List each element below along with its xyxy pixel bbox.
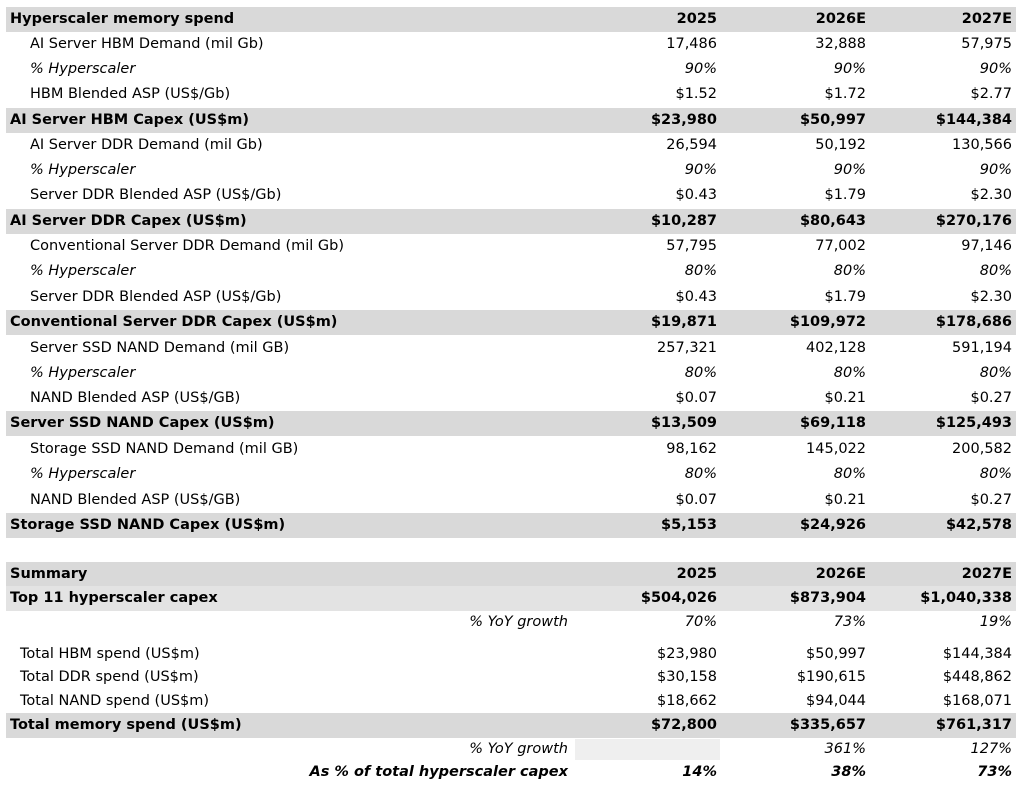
table-row: [6, 82, 1016, 107]
cell-2027e: 57,975: [961, 36, 1012, 52]
cell-2025: 80%: [684, 365, 717, 381]
cell-2027e: $144,384: [942, 646, 1012, 662]
table-row: [6, 386, 1016, 411]
cell-2027e: 200,582: [952, 441, 1012, 457]
table-row: [6, 462, 1016, 487]
cell-2027e: 127%: [970, 741, 1012, 757]
row-label: Server SSD NAND Capex (US$m): [10, 415, 275, 431]
row-label: AI Server HBM Capex (US$m): [10, 112, 249, 128]
growth-row: [6, 610, 1016, 635]
cell-2025: $19,871: [650, 314, 717, 330]
cell-2026e: $873,904: [789, 590, 866, 606]
cell-2025: 80%: [684, 263, 717, 279]
cell-2027e: $168,071: [942, 693, 1012, 709]
year-2026e-header: 2026E: [815, 11, 866, 27]
year-2025-header: 2025: [676, 566, 717, 582]
cell-2026e: $94,044: [806, 693, 866, 709]
summary-table-header: [6, 562, 1016, 587]
growth-row: [6, 737, 1016, 762]
row-label: Conventional Server DDR Demand (mil Gb): [30, 238, 344, 254]
cell-2025: $0.07: [675, 492, 717, 508]
cell-2026e: $109,972: [789, 314, 866, 330]
cell-2027e: 73%: [977, 764, 1012, 780]
cell-2025: $30,158: [657, 669, 717, 685]
cell-2027e: 591,194: [952, 340, 1012, 356]
row-label: Storage SSD NAND Capex (US$m): [10, 517, 286, 533]
cell-2027e: $2.30: [970, 187, 1012, 203]
cell-2026e: 145,022: [806, 441, 866, 457]
summary-table-title: Summary: [10, 566, 88, 582]
memory-table-title: Hyperscaler memory spend: [10, 11, 235, 27]
subtotal-row: [6, 108, 1016, 133]
cell-2025: 98,162: [666, 441, 717, 457]
row-label: % Hyperscaler: [30, 365, 136, 381]
cell-2026e: 90%: [833, 61, 866, 77]
cell-2027e: $1,040,338: [920, 590, 1012, 606]
table-row: [6, 642, 1016, 667]
cell-2026e: 50,192: [815, 137, 866, 153]
table-row: [6, 158, 1016, 183]
cell-2027e: $2.77: [970, 86, 1012, 102]
row-label: % Hyperscaler: [30, 61, 136, 77]
row-label: Top 11 hyperscaler capex: [10, 590, 218, 606]
cell-2026e: $0.21: [824, 492, 866, 508]
cell-2026e: $69,118: [799, 415, 866, 431]
row-label: % Hyperscaler: [30, 466, 136, 482]
row-label: % Hyperscaler: [30, 162, 136, 178]
row-label: AI Server HBM Demand (mil Gb): [30, 36, 264, 52]
row-label: AI Server DDR Demand (mil Gb): [30, 137, 263, 153]
subtotal-row: [6, 411, 1016, 436]
row-label: NAND Blended ASP (US$/GB): [30, 492, 241, 508]
cell-2026e: $1.79: [824, 289, 866, 305]
cell-2026e: 361%: [824, 741, 866, 757]
cell-2027e: 80%: [979, 263, 1012, 279]
cell-2025: 70%: [684, 614, 717, 630]
cell-2025: 26,594: [666, 137, 717, 153]
cell-2027e: $178,686: [935, 314, 1012, 330]
row-label: Total DDR spend (US$m): [20, 669, 199, 685]
cell-2025: $23,980: [650, 112, 717, 128]
cell-2026e: 77,002: [815, 238, 866, 254]
table-row: [6, 689, 1016, 714]
cell-2025: $13,509: [650, 415, 717, 431]
cell-2025: $10,287: [650, 213, 717, 229]
cell-2026e: 38%: [831, 764, 866, 780]
table-row: [6, 133, 1016, 158]
table-row: [6, 234, 1016, 259]
table-row: [6, 437, 1016, 462]
row-label: % YoY growth: [469, 614, 568, 630]
row-label: Server DDR Blended ASP (US$/Gb): [30, 289, 282, 305]
table-row: [6, 183, 1016, 208]
cell-2027e: 130,566: [952, 137, 1012, 153]
row-label: Storage SSD NAND Demand (mil GB): [30, 441, 299, 457]
cell-2026e: $1.79: [824, 187, 866, 203]
cell-2025: 90%: [684, 162, 717, 178]
cell-2025: $504,026: [640, 590, 717, 606]
cell-2025: $23,980: [657, 646, 717, 662]
table-row: [6, 259, 1016, 284]
cell-2027e: 19%: [979, 614, 1012, 630]
cell-2025: $0.43: [675, 187, 717, 203]
cell-2027e: $144,384: [935, 112, 1012, 128]
cell-2025: 257,321: [657, 340, 717, 356]
cell-2027e: $125,493: [935, 415, 1012, 431]
cell-2026e: 32,888: [815, 36, 866, 52]
total-memory-row: [6, 713, 1016, 738]
cell-2026e: $50,997: [806, 646, 866, 662]
cell-2025: $5,153: [661, 517, 717, 533]
cell-2026e: 80%: [833, 365, 866, 381]
row-label: % Hyperscaler: [30, 263, 136, 279]
cell-2026e: $80,643: [799, 213, 866, 229]
cell-2026e: $50,997: [799, 112, 866, 128]
cell-2025: 57,795: [666, 238, 717, 254]
row-label: Total memory spend (US$m): [10, 717, 242, 733]
row-label: HBM Blended ASP (US$/Gb): [30, 86, 231, 102]
cell-2027e: 80%: [979, 365, 1012, 381]
cell-2026e: 73%: [833, 614, 866, 630]
row-label: Conventional Server DDR Capex (US$m): [10, 314, 338, 330]
cell-2027e: 90%: [979, 162, 1012, 178]
cell-2027e: 97,146: [961, 238, 1012, 254]
cell-2025: $1.52: [675, 86, 717, 102]
empty-cell-2025: [575, 739, 720, 760]
row-label: As % of total hyperscaler capex: [309, 764, 568, 780]
cell-2027e: $270,176: [935, 213, 1012, 229]
table-row: [6, 57, 1016, 82]
year-2025-header: 2025: [676, 11, 717, 27]
capex-share-row: [6, 760, 1016, 785]
row-label: % YoY growth: [469, 741, 568, 757]
table-row: [6, 665, 1016, 690]
cell-2025: 90%: [684, 61, 717, 77]
cell-2026e: 402,128: [806, 340, 866, 356]
cell-2025: 17,486: [666, 36, 717, 52]
table-row: [6, 488, 1016, 513]
table-row: [6, 361, 1016, 386]
cell-2027e: 80%: [979, 466, 1012, 482]
year-2027e-header: 2027E: [961, 11, 1012, 27]
cell-2025: $0.43: [675, 289, 717, 305]
cell-2026e: $335,657: [789, 717, 866, 733]
cell-2027e: $448,862: [942, 669, 1012, 685]
year-2027e-header: 2027E: [961, 566, 1012, 582]
cell-2027e: $0.27: [970, 492, 1012, 508]
row-label: AI Server DDR Capex (US$m): [10, 213, 247, 229]
cell-2027e: $0.27: [970, 390, 1012, 406]
cell-2026e: $24,926: [799, 517, 866, 533]
subtotal-row: [6, 513, 1016, 538]
cell-2026e: 80%: [833, 466, 866, 482]
cell-2026e: 80%: [833, 263, 866, 279]
cell-2027e: $761,317: [935, 717, 1012, 733]
row-label: Total NAND spend (US$m): [20, 693, 210, 709]
cell-2025: 80%: [684, 466, 717, 482]
cell-2025: $72,800: [650, 717, 717, 733]
memory-table-header: [6, 7, 1016, 32]
cell-2025: $18,662: [657, 693, 717, 709]
subtotal-row: [6, 310, 1016, 335]
cell-2026e: 90%: [833, 162, 866, 178]
subtotal-row: [6, 209, 1016, 234]
cell-2027e: $2.30: [970, 289, 1012, 305]
table-row: [6, 336, 1016, 361]
hyperscaler-capex-row: [6, 586, 1016, 611]
table-row: [6, 285, 1016, 310]
cell-2027e: 90%: [979, 61, 1012, 77]
row-label: Server DDR Blended ASP (US$/Gb): [30, 187, 282, 203]
cell-2025: 14%: [682, 764, 717, 780]
cell-2026e: $1.72: [824, 86, 866, 102]
row-label: Server SSD NAND Demand (mil GB): [30, 340, 290, 356]
row-label: NAND Blended ASP (US$/GB): [30, 390, 241, 406]
cell-2026e: $190,615: [796, 669, 866, 685]
year-2026e-header: 2026E: [815, 566, 866, 582]
row-label: Total HBM spend (US$m): [20, 646, 200, 662]
cell-2026e: $0.21: [824, 390, 866, 406]
cell-2027e: $42,578: [945, 517, 1012, 533]
table-row: [6, 32, 1016, 57]
cell-2025: $0.07: [675, 390, 717, 406]
